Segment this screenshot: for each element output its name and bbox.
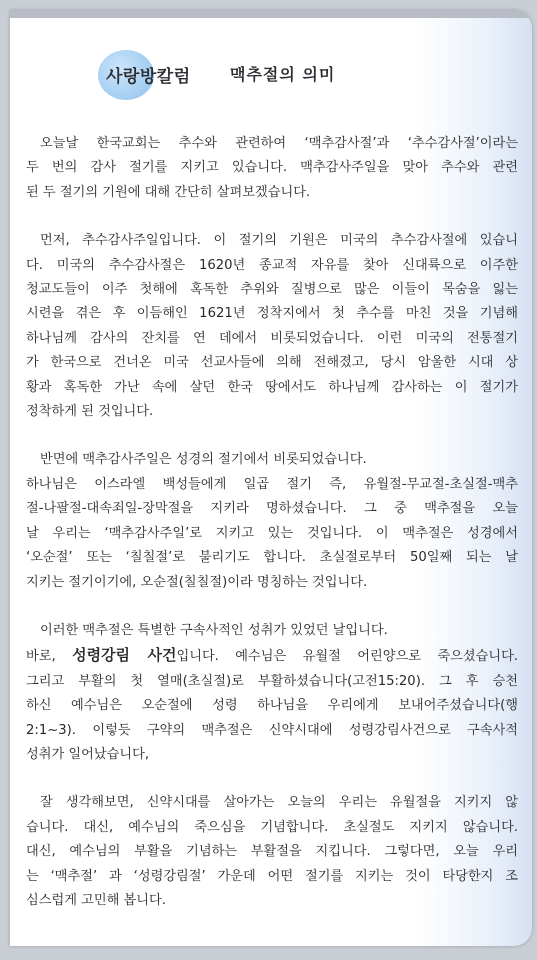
paragraph-5	[26, 791, 518, 913]
text-line: 심스럽게 고민해 봅니다.	[26, 892, 166, 908]
highlight-phrase: 성령강림 사건	[72, 646, 177, 665]
text-line: 성취가 일어났습니다,	[26, 746, 150, 762]
text-line: 하나님께 감사의 잔치를 연 데에서 비롯되었습니다. 이런 미국의 전통절기	[26, 330, 518, 346]
text-line: 된 두 절기의 기원에 대해 간단히 살펴보겠습니다.	[26, 184, 311, 200]
text-line: 는 ‘맥추절’ 과 ‘성령강림절’ 가운데 어떤 절기를 지키는 것이 타당한지 조	[26, 868, 518, 884]
column-title: 맥추절의 의미	[230, 65, 336, 84]
text-run: 바로,	[26, 649, 73, 665]
text-line: 그리고 부활의 첫 열매(초실절)로 부활하셨습니다(고전15:20). 그 후 승천	[26, 673, 518, 689]
paragraph-1	[26, 132, 518, 205]
text-line: 이러한 맥추절은 특별한 구속사적인 성취가 있었던 날입니다.	[40, 622, 388, 638]
column-body	[26, 132, 518, 913]
text-line: 하나님은 이스라엘 백성들에게 일곱 절기 즉, 유월절-무교절-초실절-맥추	[26, 476, 518, 492]
text-line: 2:1~3). 이렇듯 구약의 맥추절은 신약시대에 성령강림사건으로 구속사적	[26, 722, 518, 738]
text-line: 날 우리는 ‘맥추감사주일’로 지키고 있는 것입니다. 이 맥추절은 성경에서	[26, 525, 518, 541]
text-line: 두 번의 감사 절기를 지키고 있습니다. 맥추감사주일을 맞아 추수와 관련	[26, 160, 518, 176]
text-line: ‘오순절’ 또는 ‘칠칠절’로 불리기도 합니다. 초실절로부터 50일째 되는 날	[26, 550, 518, 566]
text-line: 시련을 겪은 후 이듬해인 1621년 정착지에서 첫 추수를 마친 것을 기념해	[26, 306, 518, 322]
paragraph-4	[26, 619, 518, 767]
text-line: 대신, 예수님의 부활을 기념하는 부활절을 지킵니다. 그렇다면, 오늘 우리	[26, 844, 518, 860]
text-line: 황과 혹독한 가난 속에 살던 한국 땅에서도 하나님께 감사하는 이 절기가	[26, 379, 518, 395]
text-line: 가 한국으로 건너온 미국 선교사들에 의해 전해졌고, 당시 암울한 시대 상	[26, 355, 518, 371]
text-line	[26, 643, 518, 669]
column-brand: 사랑방칼럼	[106, 67, 191, 87]
text-line: 정착하게 된 것입니다.	[26, 404, 154, 420]
text-line: 청교도들이 이주 첫해에 혹독한 추위와 질병으로 많은 이들이 목숨을 잃는	[26, 282, 518, 298]
text-run: 입니다. 예수님은 유월절 어린양으로 죽으셨습니다.	[176, 649, 518, 665]
column-header	[98, 50, 498, 100]
text-line: 반면에 맥추감사주일은 성경의 절기에서 비롯되었습니다.	[40, 452, 367, 468]
text-line: 지키는 절기이기에, 오순절(칠칠절)이라 명칭하는 것입니다.	[26, 574, 368, 590]
text-line: 절-나팔절-대속죄일-장막절을 지키라 명하셨습니다. 그 중 맥추절을 오늘	[26, 501, 518, 517]
text-line: 하신 예수님은 오순절에 성령 하나님을 우리에게 보내어주셨습니다(행	[26, 698, 518, 714]
text-line: 다. 미국의 추수감사절은 1620년 종교적 자유를 찾아 신대륙으로 이주한	[26, 257, 518, 273]
text-line: 습니다. 대신, 예수님의 죽으심을 기념합니다. 초실절도 지키지 않습니다.	[26, 819, 518, 835]
column-page	[10, 10, 532, 946]
text-line: 잘 생각해보면, 신약시대를 살아가는 오늘의 우리는 유월절을 지키지 않	[40, 795, 518, 811]
text-line: 오늘날 한국교회는 추수와 관련하여 ‘맥추감사절’과 ‘추수감사절’이라는	[40, 136, 518, 151]
paragraph-3	[26, 448, 518, 594]
text-line: 먼저, 추수감사주일입니다. 이 절기의 기원은 미국의 추수감사절에 있습니	[40, 233, 518, 249]
paragraph-2	[26, 229, 518, 424]
